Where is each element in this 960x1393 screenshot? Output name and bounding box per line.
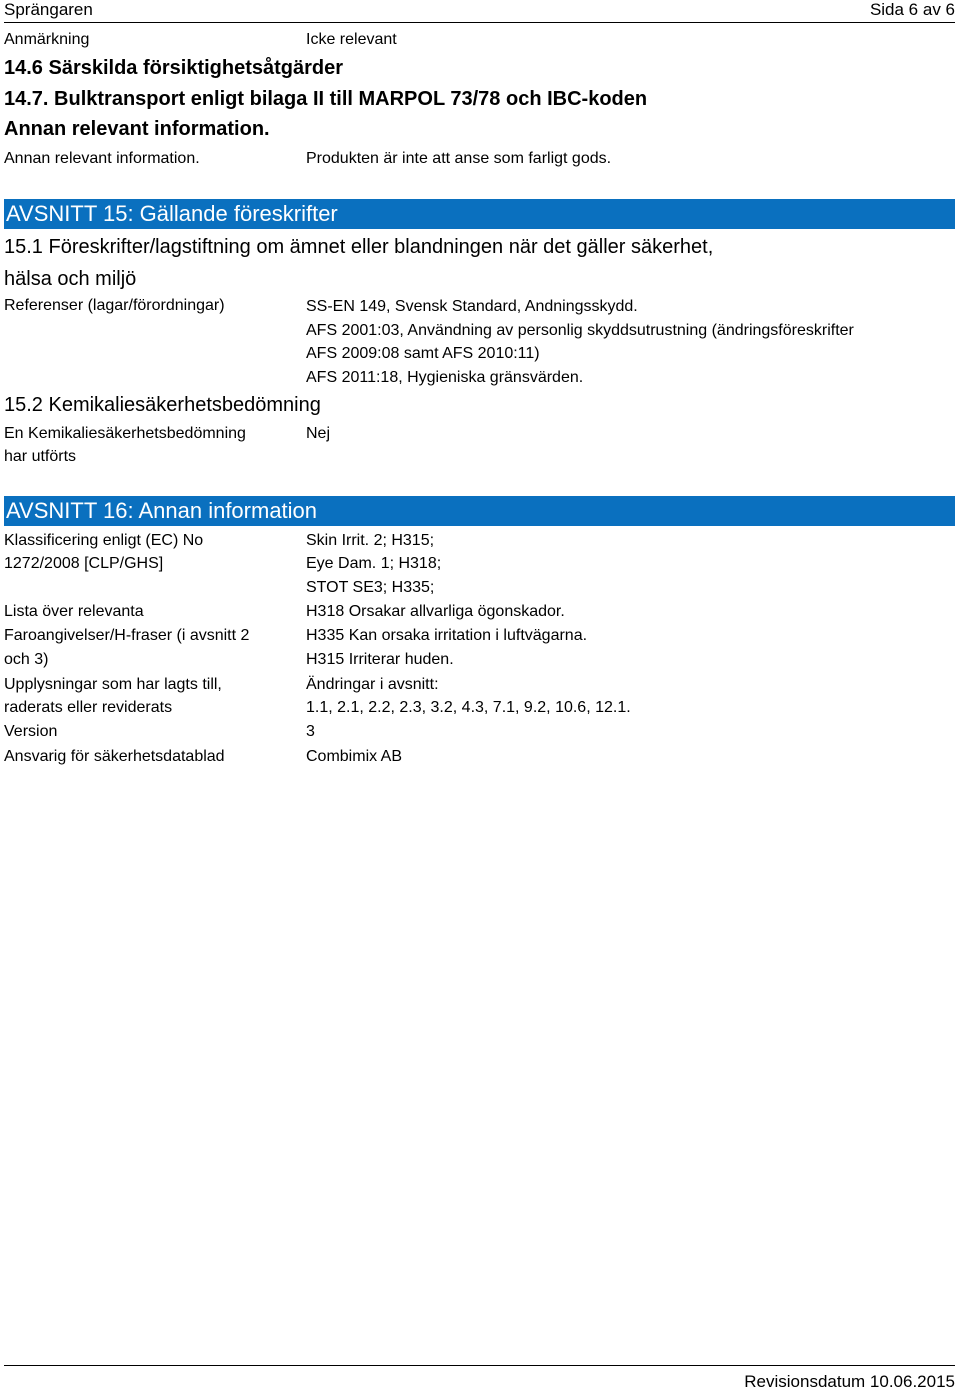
lista-value-2: H335 Kan orsaka irritation i luftvägarna.: [306, 627, 588, 644]
annan-info-label: Annan relevant information.: [4, 150, 200, 167]
klassificering-label-1: Klassificering enligt (EC) No: [4, 532, 204, 549]
upplysningar-value-2: 1.1, 2.1, 2.2, 2.3, 3.2, 4.3, 7.1, 9.2, 10.6, 12.1.: [306, 699, 631, 716]
referenser-value-4: AFS 2011:18, Hygieniska gränsvärden.: [306, 369, 584, 386]
heading-14-6: 14.6 Särskilda försiktighetsåtgärder: [4, 57, 344, 79]
referenser-value-1: SS-EN 149, Svensk Standard, Andningsskydd.: [306, 298, 638, 315]
klassificering-value-2: Eye Dam. 1; H318;: [306, 555, 442, 572]
ansvarig-value: Combimix AB: [306, 748, 403, 765]
upplysningar-label-1: Upplysningar som har lagts till,: [4, 676, 222, 693]
version-value: 3: [306, 723, 315, 740]
lista-label-2: Faroangivelser/H-fraser (i avsnitt 2: [4, 627, 250, 644]
referenser-value-3: AFS 2009:08 samt AFS 2010:11): [306, 345, 540, 362]
lista-value-1: H318 Orsakar allvarliga ögonskador.: [306, 603, 565, 620]
header-rule: [4, 22, 955, 23]
lista-value-3: H315 Irriterar huden.: [306, 651, 454, 668]
heading-15-1-line1: 15.1 Föreskrifter/lagstiftning om ämnet eller blandningen när det gäller säkerhet,: [4, 236, 714, 258]
page-number: Sida 6 av 6: [869, 0, 955, 19]
kemikalie-value: Nej: [306, 425, 331, 442]
version-label: Version: [4, 723, 58, 740]
anmarkning-value: Icke relevant: [306, 31, 397, 48]
ansvarig-label: Ansvarig för säkerhetsdatablad: [4, 748, 225, 765]
anmarkning-label: Anmärkning: [4, 31, 90, 48]
lista-label-3: och 3): [4, 651, 49, 668]
annan-info-value: Produkten är inte att anse som farligt gods.: [306, 150, 612, 167]
lista-label-1: Lista över relevanta: [4, 603, 144, 620]
revisionsdatum: Revisionsdatum 10.06.2015: [744, 1372, 955, 1391]
klassificering-label-2: 1272/2008 [CLP/GHS]: [4, 555, 164, 572]
heading-annan-info: Annan relevant information.: [4, 118, 270, 140]
heading-15-1-line2: hälsa och miljö: [4, 268, 137, 290]
referenser-value-2: AFS 2001:03, Användning av personlig skyddsutrustning (ändringsföreskrifter: [306, 322, 854, 339]
heading-15-2: 15.2 Kemikaliesäkerhetsbedömning: [4, 394, 321, 416]
upplysningar-value-1: Ändringar i avsnitt:: [306, 676, 439, 693]
referenser-label: Referenser (lagar/förordningar): [4, 297, 225, 314]
heading-14-7: 14.7. Bulktransport enligt bilaga II till MARPOL 73/78 och IBC-koden: [4, 88, 648, 110]
section-15-band: AVSNITT 15: Gällande föreskrifter: [4, 199, 955, 229]
footer-rule: [4, 1365, 955, 1366]
document-title: Sprängaren: [4, 0, 93, 19]
upplysningar-label-2: raderats eller reviderats: [4, 699, 173, 716]
kemikalie-label-2: har utförts: [4, 448, 77, 465]
klassificering-value-3: STOT SE3; H335;: [306, 579, 435, 596]
klassificering-value-1: Skin Irrit. 2; H315;: [306, 532, 435, 549]
section-16-band: AVSNITT 16: Annan information: [4, 496, 955, 526]
kemikalie-label-1: En Kemikaliesäkerhetsbedömning: [4, 425, 246, 442]
